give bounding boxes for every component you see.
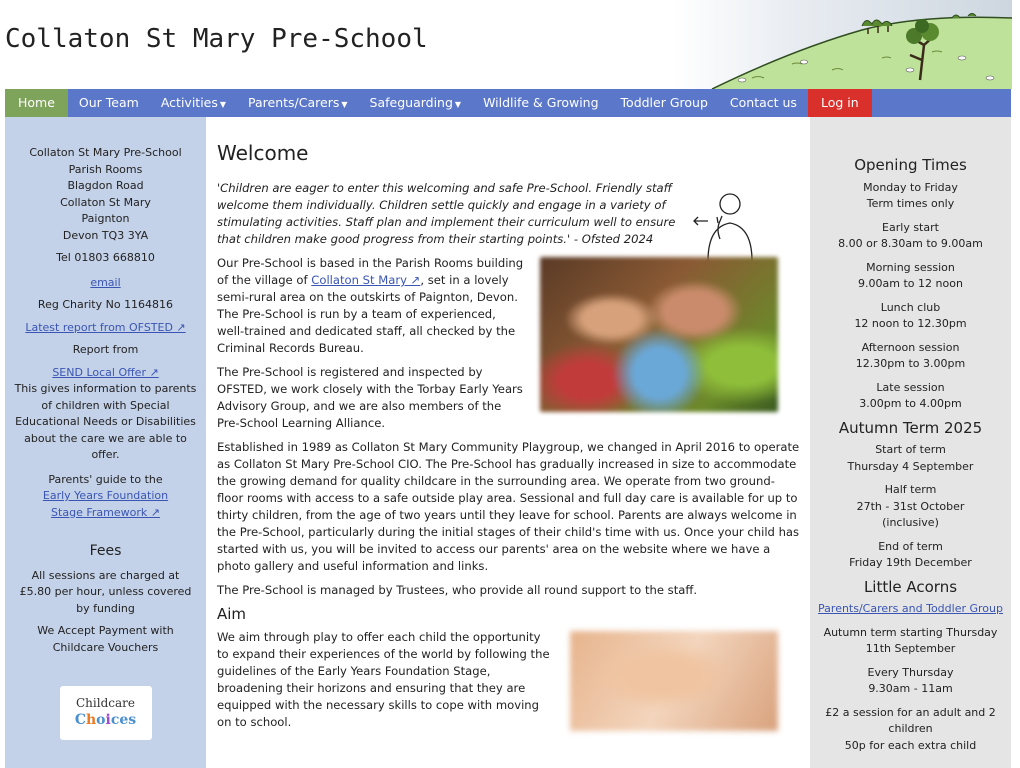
nav-safeguarding[interactable] [359, 89, 473, 117]
opening-entry: Early start 8.00 or 8.30am to 9.00am [838, 220, 983, 250]
ofsted-report-link[interactable]: Latest report from OFSTED ↗ [25, 320, 186, 334]
logo-line: Childcare [76, 696, 135, 710]
send-local-offer-link[interactable]: SEND Local Offer ↗ [52, 365, 159, 379]
opening-entry: Monday to Friday Term times only [863, 180, 958, 210]
guide-text: Parents' guide to the [48, 472, 163, 486]
caret-down-icon: ▼ [219, 100, 227, 109]
nav-our-team[interactable]: Our Team [78, 95, 139, 110]
address-line: Collaton St Mary [60, 195, 151, 209]
aim-paragraph: We aim through play to offer each child the opportunity to expand their experiences of the world by following the guidelines of the Early Years Foundation Stage, broadening their horizons and ensuring that they are equipped with the necessary skills to cope with moving on to school. [217, 630, 550, 729]
main-nav [5, 89, 1011, 117]
sign-language-figure-icon [690, 189, 760, 264]
payment-text: We Accept Payment with Childcare Vouchers [37, 624, 174, 654]
nav-activities-label: Activities [160, 95, 218, 110]
address-line: Parish Rooms [68, 162, 143, 176]
child-photo [570, 631, 778, 731]
acorns-entry: £2 a session for an adult and 2 children 50p for each extra child [825, 705, 996, 752]
telephone: Tel 01803 668810 [56, 251, 155, 264]
toddler-group-link[interactable]: Parents/Carers and Toddler Group [818, 602, 1003, 615]
ofsted-quote: 'Children are eager to enter this welcoming and safe Pre-School. Friendly staff welcome them individually. Children settle quickly and engage in a variety of stimulating activities. Staff plan and implement their curriculum well to ensure that children make good progress from their starting points.' - Ofsted 2024 [217, 181, 676, 246]
send-description: This gives information to parents of children with Special Educational Needs or Disabilities about the care we are able to offer. [14, 382, 197, 461]
page-title: Welcome [217, 141, 309, 165]
aim-heading: Aim [217, 605, 247, 623]
nav-login[interactable]: Log in [808, 89, 872, 117]
nav-wildlife[interactable]: Wildlife & Growing [483, 95, 599, 110]
nav-toddler-group[interactable]: Toddler Group [620, 95, 708, 110]
term-entry: Half term 27th - 31st October (inclusive) [856, 483, 965, 529]
nav-activities[interactable] [150, 89, 237, 117]
opening-entry: Lunch club 12 noon to 12.30pm [854, 300, 967, 330]
term-entry: Start of term Thursday 4 September [847, 443, 974, 473]
acorns-entry: Every Thursday 9.30am - 11am [867, 665, 954, 695]
right-sidebar [810, 117, 1011, 768]
little-acorns-heading: Little Acorns [863, 577, 958, 596]
opening-times-heading: Opening Times [854, 156, 967, 174]
intro-paragraph: Our Pre-School is based in the Parish Rooms building of the village of Collaton St Mary ↗, set in a lovely semi-rural area on the outskirts of Paignton, Devon. The Pre-School is run by a team of experienced, well-trained and dedicated staff, all checked by the Criminal Records Bureau. [217, 256, 524, 355]
trustees-paragraph: The Pre-School is managed by Trustees, who provide all round support to the staff. [217, 583, 698, 597]
address-line: Paignton [81, 212, 130, 225]
nav-contact[interactable]: Contact us [729, 95, 797, 110]
history-paragraph: Established in 1989 as Collaton St Mary Community Playgroup, we changed in April 2016 to operate as Collaton St Mary Pre-School CIO. The Pre-School has gradually increased in size to accommodate the growing demand for quality childcare in the surrounding area. We operate from two ground-floor rooms with access to a safe outside play area. Sessional and full day care is available for up to thirty children, from the age of two years until they leave for school. Parents are always welcome in the Pre-School, particularly during the initial stages of their child's time with us. Once your child has started with us, you will be invited to access our parents' area on the website where we have a photo gallery and useful information and links. [217, 440, 800, 573]
site-header [0, 0, 1020, 89]
opening-entry: Morning session 9.00am to 12 noon [858, 260, 963, 290]
acorns-entry: Autumn term starting Thursday 11th September [823, 625, 998, 655]
hill-illustration [672, 0, 1012, 89]
term-heading: Autumn Term 2025 [838, 418, 983, 437]
left-sidebar [5, 117, 206, 768]
report-from: Report from [72, 343, 139, 356]
address [5, 145, 206, 244]
address-line: Devon TQ3 3YA [62, 228, 149, 242]
fees-heading: Fees [89, 543, 122, 559]
charity-number: Reg Charity No 1164816 [37, 298, 174, 311]
nav-parents-label: Parents/Carers [248, 95, 340, 110]
main-content [206, 117, 810, 768]
opening-entry: Afternoon session 12.30pm to 3.00pm [855, 340, 966, 370]
address-line: Blagdon Road [67, 179, 144, 192]
address-line: Collaton St Mary Pre-School [29, 146, 182, 159]
site-title[interactable]: Collaton St Mary Pre-School [5, 24, 428, 54]
children-reading-photo [540, 257, 778, 412]
collaton-link[interactable]: Collaton St Mary ↗ [311, 273, 421, 287]
nav-home[interactable]: Home [5, 89, 68, 117]
nav-safeguarding-label: Safeguarding [369, 95, 453, 110]
ofsted-paragraph: The Pre-School is registered and inspected by OFSTED, we work closely with the Torbay Early Years Advisory Group, and we are also members of the Pre-School Learning Alliance. [217, 365, 523, 430]
nav-parents-carers[interactable] [237, 89, 359, 117]
email-link[interactable]: email [90, 275, 121, 289]
caret-down-icon: ▼ [341, 100, 348, 109]
eyfs-framework-link[interactable]: Early Years Foundation Stage Framework ↗ [42, 489, 169, 519]
fees-text: All sessions are charged at £5.80 per hour, unless covered by funding [19, 568, 192, 615]
logo-line: Choices [74, 712, 137, 728]
childcare-choices-logo[interactable] [60, 686, 152, 740]
opening-entry: Late session 3.00pm to 4.00pm [859, 380, 962, 410]
caret-down-icon: ▼ [454, 100, 462, 109]
term-entry: End of term Friday 19th December [849, 539, 972, 569]
